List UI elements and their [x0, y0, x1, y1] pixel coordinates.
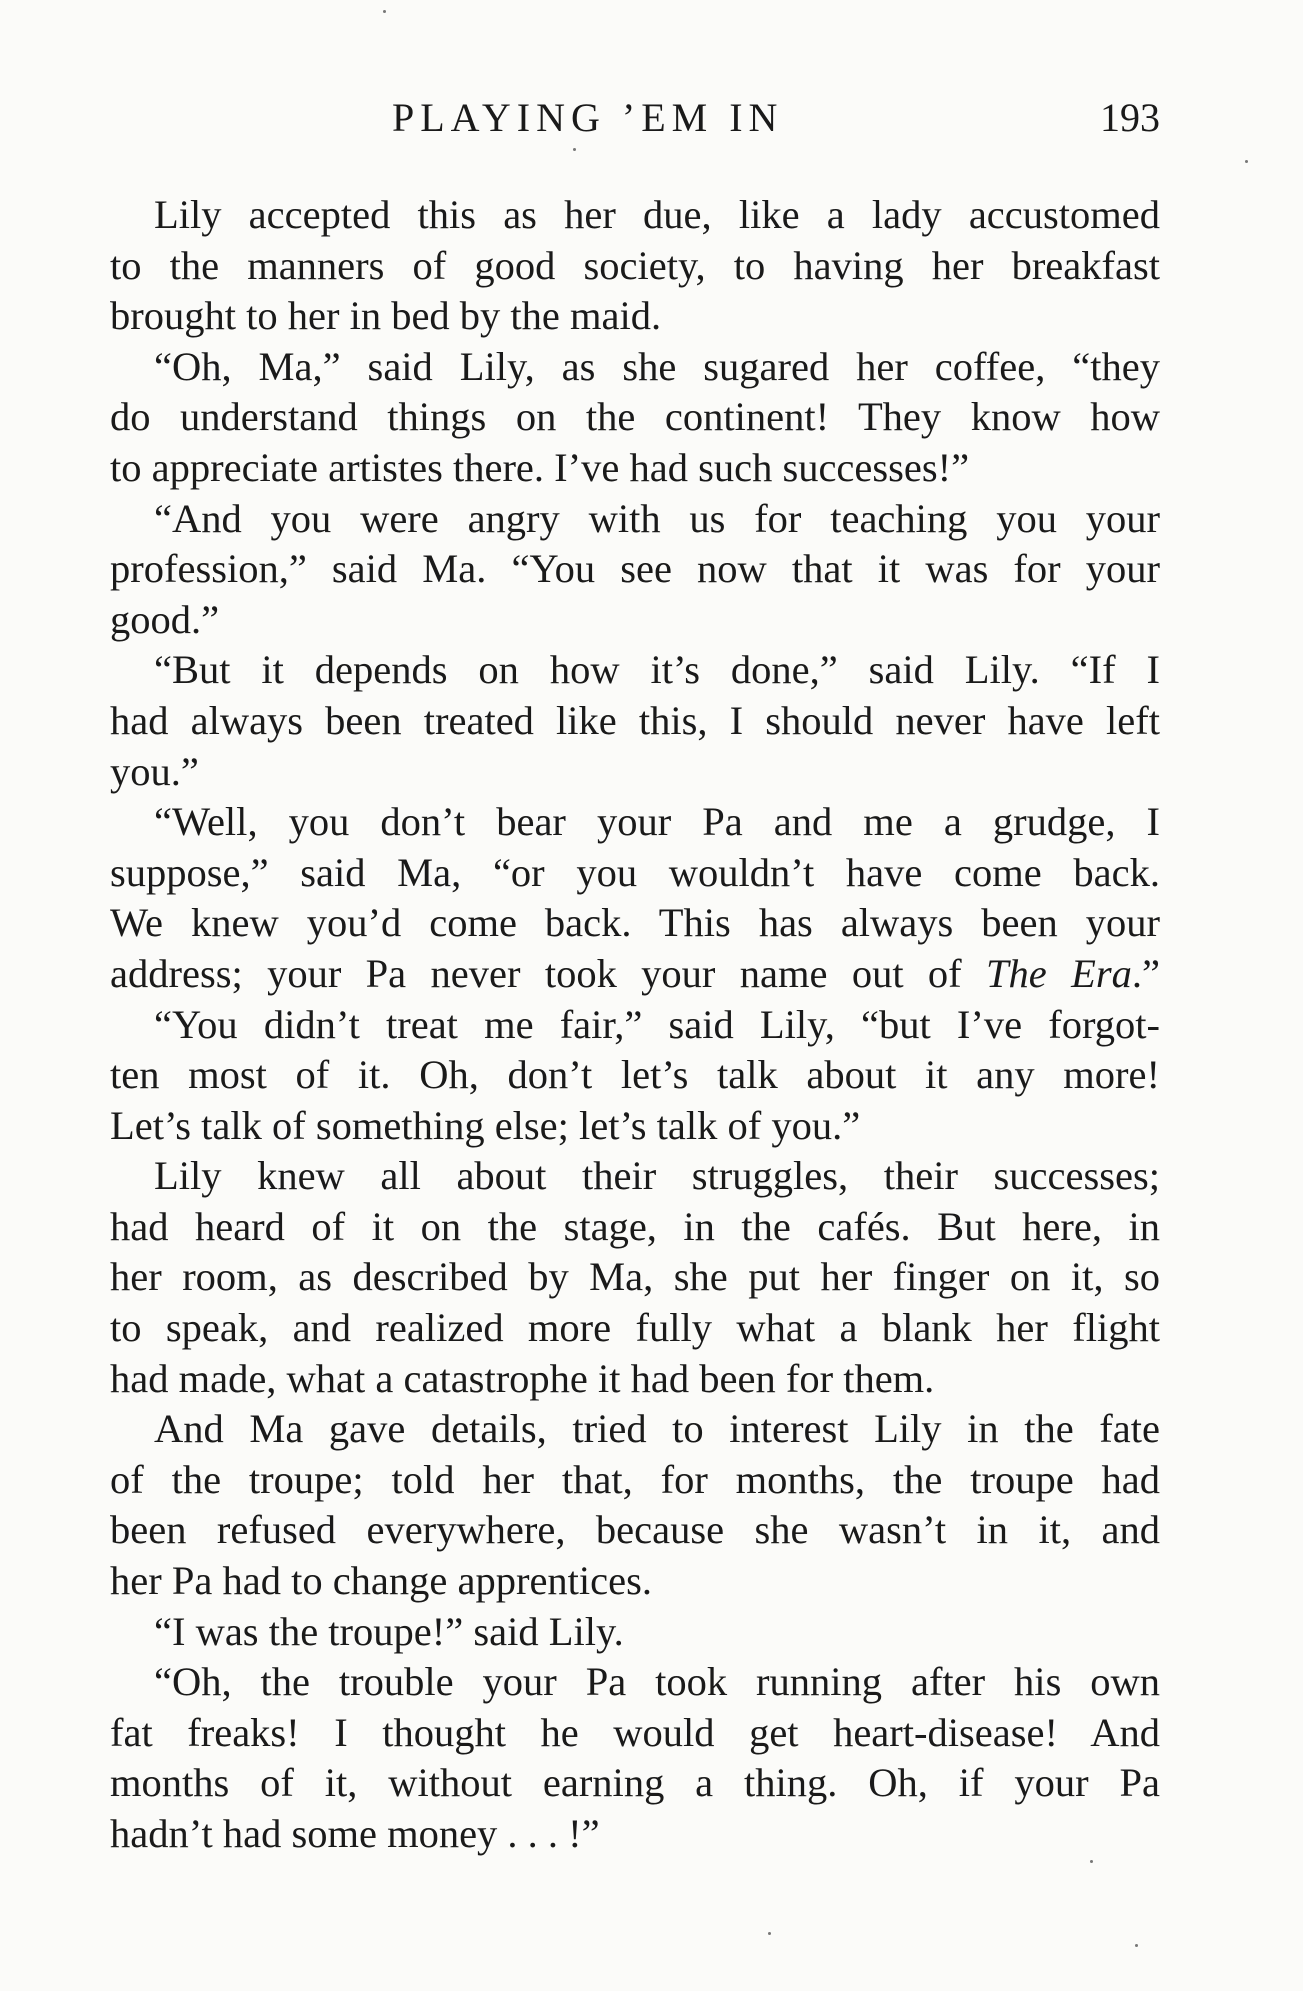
text-line: fat freaks! I thought he would get heart-disease! And [110, 1709, 1160, 1755]
paper-speck [1090, 1860, 1093, 1863]
text-line: ten most of it. Oh, don’t let’s talk about it any more! [110, 1052, 1160, 1098]
paper-speck [1245, 160, 1248, 163]
text-line: had made, what a catastrophe it had been for them. [110, 1355, 935, 1401]
text-line: “I was the troupe!” said Lily. [154, 1608, 624, 1654]
text-line: to speak, and realized more fully what a blank her flight [110, 1305, 1160, 1351]
text-line: of the troupe; told her that, for months, the troupe had [110, 1456, 1160, 1502]
page-header [110, 94, 1160, 144]
text-line: “You didn’t treat me fair,” said Lily, “but I’ve forgot- [154, 1001, 1160, 1047]
paper-speck [768, 1932, 771, 1935]
text-line: Lily accepted this as her due, like a lady accustomed [154, 192, 1160, 237]
text-line: And Ma gave details, tried to interest Lily in the fate [154, 1406, 1160, 1452]
paper-speck [573, 148, 576, 151]
paper-speck [1135, 1944, 1138, 1947]
text-line: suppose,” said Ma, “or you wouldn’t have come back. [110, 849, 1160, 895]
text-line: been refused everywhere, because she wasn’t in it, and [110, 1507, 1160, 1553]
text-line: you.” [110, 748, 199, 794]
journal-title: The Era [986, 950, 1132, 996]
text-line: Let’s talk of something else; let’s talk of you.” [110, 1102, 861, 1148]
running-head: PLAYING ’EM IN [392, 95, 784, 140]
text-line: her Pa had to change apprentices. [110, 1558, 653, 1604]
paper-speck [383, 10, 386, 13]
text-line: “Oh, the trouble your Pa took running after his own [154, 1659, 1160, 1705]
text-line: good.” [110, 596, 220, 642]
text-line: brought to her in bed by the maid. [110, 293, 662, 339]
text-line: Lily knew all about their struggles, their successes; [154, 1153, 1160, 1199]
text-line: had always been treated like this, I should never have left [110, 697, 1160, 743]
text-line: to appreciate artistes there. I’ve had such successes!” [110, 444, 970, 490]
text-line: “Well, you don’t bear your Pa and me a grudge, I [154, 799, 1160, 845]
text-line: “Oh, Ma,” said Lily, as she sugared her coffee, “they [154, 343, 1160, 389]
text-line: had heard of it on the stage, in the cafés. But here, in [110, 1203, 1160, 1249]
text-line: “And you were angry with us for teaching you your [154, 495, 1160, 541]
text-line: hadn’t had some money . . . !” [110, 1811, 600, 1856]
text-line: months of it, without earning a thing. Oh, if your Pa [110, 1760, 1160, 1806]
page-number: 193 [1100, 95, 1160, 140]
body-text [110, 190, 1160, 1860]
text-line: do understand things on the continent! They know how [110, 394, 1160, 440]
text-line: We knew you’d come back. This has always been your [110, 900, 1160, 946]
text-line: “But it depends on how it’s done,” said Lily. “If I [154, 647, 1160, 693]
text-line: address; your Pa never took your name out of The Era.” [110, 950, 1160, 996]
text-line: her room, as described by Ma, she put her finger on it, so [110, 1254, 1160, 1300]
text-line: to the manners of good society, to having her breakfast [110, 242, 1160, 288]
text-line: profession,” said Ma. “You see now that it was for your [110, 546, 1160, 592]
